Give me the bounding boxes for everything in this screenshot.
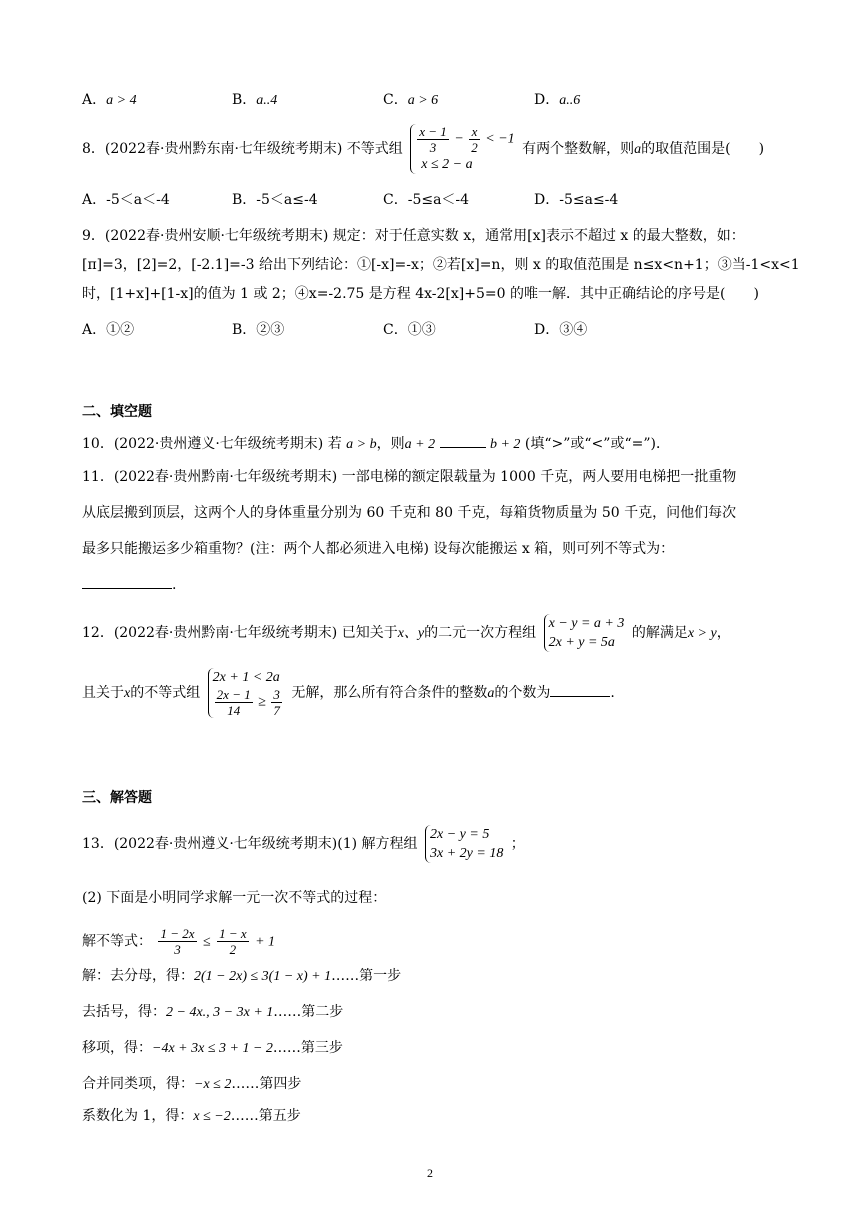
q8-option-b: B．-5＜a≤-4 [232, 192, 318, 208]
q8-option-d: D．-5≤a≤-4 [534, 192, 619, 208]
q13-stem: 13．(2022春·贵州遵义·七年级统考期末)(1) 解方程组 2x − y = 5 3x + 2y = 18 ； [82, 827, 525, 861]
q13-step-2: 去括号，得：2 − 4x., 3 − 3x + 1……第二步 [82, 1004, 344, 1020]
q8-option-c: C．-5≤a＜-4 [383, 192, 470, 208]
q10-stem: 10．(2022·贵州遵义·七年级统考期末) 若 a > b，则a + 2 b + 2 (填“>”或“<”或“=”)． [82, 436, 670, 452]
q9-line-3: 时，[1+x]+[1-x]的值为 1 或 2；④x=-2.75 是方程 4x-2[x]+5=0 的唯一解．其中正确结论的序号是( ) [82, 286, 759, 302]
q9-option-d: D．③④ [534, 322, 588, 338]
q12-equation-system: x − y = a + 3 2x + y = 5a [544, 614, 625, 652]
q9-line-1: 9．(2022春·贵州安顺·七年级统考期末) 规定：对于任意实数 x，通常用[x]表示不超过 x 的最大整数，如： [82, 228, 745, 244]
q13-step-4: 合并同类项，得：−x ≤ 2……第四步 [82, 1076, 302, 1092]
q13-part-2: (2) 下面是小明同学求解一元一次不等式的过程： [82, 890, 387, 906]
q11-line-1: 11．(2022春·贵州黔南·七年级统考期末) 一部电梯的额定限载量为 1000 千克，两人要用电梯把一批重物 [82, 469, 737, 485]
q12-answer-blank[interactable] [550, 696, 610, 697]
q9-option-c: C．①③ [383, 322, 436, 338]
q11-line-3: 最多只能搬运多少箱重物？(注：两个人都必须进入电梯) 设每次能搬运 x 箱，则可列不等式为： [82, 541, 675, 557]
q7-option-b: B．a..4 [232, 92, 278, 108]
page-number: 2 [427, 1166, 433, 1180]
q7-option-c: C．a > 6 [383, 92, 439, 108]
q7-option-a: A．a > 4 [82, 92, 137, 108]
q11-line-4: . [82, 575, 176, 595]
q13-inequality: 解不等式： $\frac{1 - 2x}{3}$ ≤ $\frac{1 - x}{2}$ + 1 [82, 926, 276, 957]
q8-stem: 8．(2022春·贵州黔东南·七年级统考期末) 不等式组 $\frac{x - 1}{3}$ − $\frac{x}{2}$ < −1 x ≤ 2 − a 有两个整数解，则a的取值范围是( ) [82, 124, 765, 172]
q13-equation-system: 2x − y = 5 3x + 2y = 18 [425, 825, 503, 863]
q13-step-3: 移项，得：−4x + 3x ≤ 3 + 1 − 2……第三步 [82, 1040, 343, 1056]
q12-line-2: 且关于x的不等式组 2x + 1 < 2a $\frac{2x - 1}{14}$ ≥ $\frac{3}{7}$ 无解，那么所有符合条件的整数a的个数为 . [82, 670, 615, 718]
q8-inequality-system: $\frac{x - 1}{3}$ − $\frac{x}{2}$ < −1 x ≤ 2 − a [410, 124, 514, 174]
q9-option-b: B．②③ [232, 322, 285, 338]
section-heading-solve: 三、解答题 [82, 790, 152, 806]
q11-answer-blank[interactable] [82, 588, 172, 589]
q11-line-2: 从底层搬到顶层，这两个人的身体重量分别为 60 千克和 80 千克，每箱货物质量为 50 千克，问他们每次 [82, 505, 737, 521]
q9-option-a: A．①② [82, 322, 135, 338]
q13-step-1: 解：去分母，得：2(1 − 2x) ≤ 3(1 − x) + 1……第一步 [82, 968, 402, 984]
q12-line-1: 12．(2022春·贵州黔南·七年级统考期末) 已知关于x、y的二元一次方程组 x − y = a + 3 2x + y = 5a 的解满足x > y， [82, 616, 731, 650]
section-heading-fill-in: 二、填空题 [82, 404, 152, 420]
q12-inequality-system: 2x + 1 < 2a $\frac{2x - 1}{14}$ ≥ $\frac{3}{7}$ [208, 668, 284, 718]
q13-step-5: 系数化为 1，得：x ≤ −2……第五步 [82, 1108, 301, 1124]
q9-line-2: [π]=3，[2]=2，[-2.1]=-3 给出下列结论：①[-x]=-x；②若[x]=n，则 x 的取值范围是 n≤x<n+1；③当-1<x<1 [82, 257, 800, 273]
q10-answer-blank[interactable] [440, 447, 486, 448]
q7-option-d: D．a..6 [534, 92, 581, 108]
q8-option-a: A．-5＜a＜-4 [82, 192, 170, 208]
